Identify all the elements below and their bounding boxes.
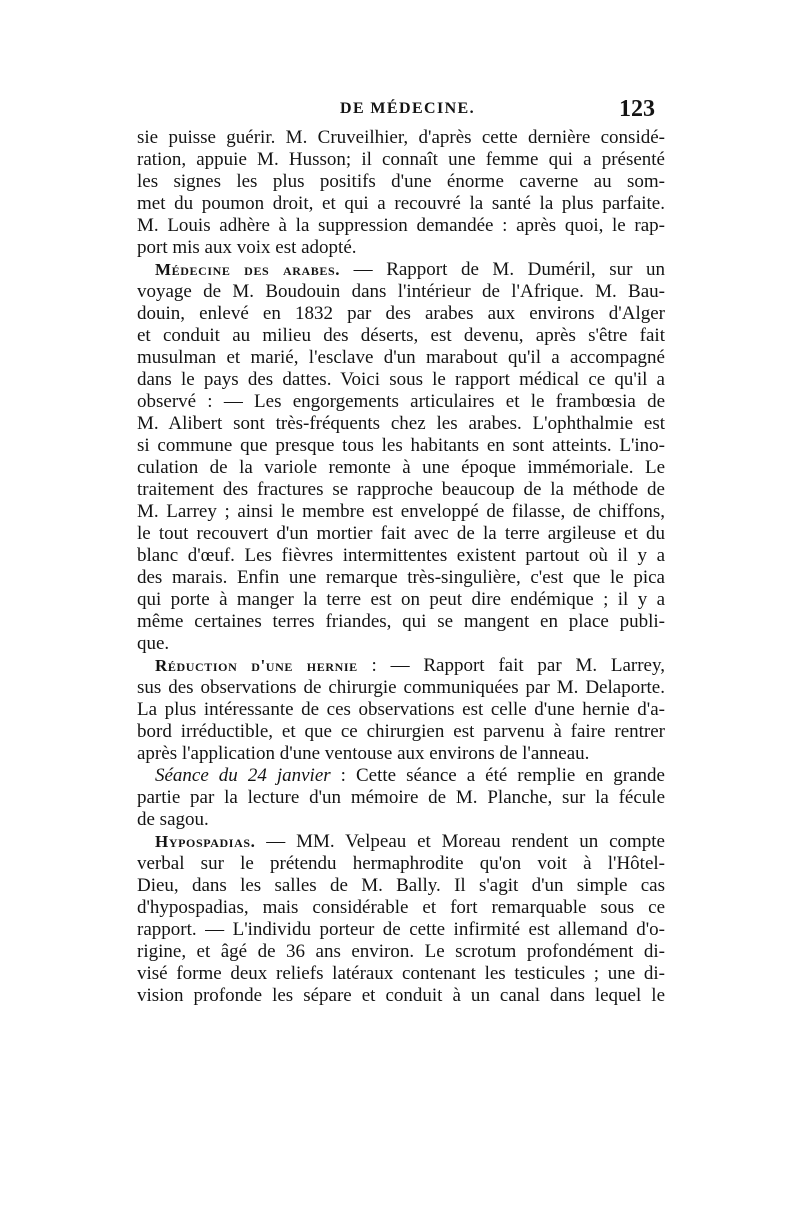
text-line: [137, 567, 665, 589]
text-line: [137, 215, 665, 237]
line-text: Dieu, dans les salles de M. Bally. Il s'agit d'un simple cas: [137, 875, 665, 896]
text-line: [137, 721, 665, 743]
text-line: [137, 413, 665, 435]
section-heading: Réduction d'une hernie: [155, 656, 358, 675]
text-line: [137, 985, 665, 1007]
line-text: M. Louis adhère à la suppression demandée : après quoi, le rap-: [137, 215, 665, 236]
text-line: [137, 919, 665, 941]
text-line: [137, 809, 665, 831]
session-date: Séance du 24 janvier: [155, 765, 331, 786]
line-text: voyage de M. Boudouin dans l'intérieur de l'Afrique. M. Bau-: [137, 281, 665, 302]
text-line: [137, 501, 665, 523]
line-text: M. Alibert sont très-fréquents chez les arabes. L'ophthalmie est: [137, 413, 665, 434]
text-line: [137, 237, 665, 259]
line-text: des marais. Enfin une remarque très-singulière, c'est que le pica: [137, 567, 665, 588]
text-line: [137, 743, 665, 765]
line-text: douin, enlevé en 1832 par des arabes aux environs d'Alger: [137, 303, 665, 324]
text-line: [137, 369, 665, 391]
section-heading: Hypospadias.: [155, 832, 256, 851]
text-line: [137, 479, 665, 501]
text-line: [137, 149, 665, 171]
line-text: sie puisse guérir. M. Cruveilhier, d'après cette dernière considé-: [137, 127, 665, 148]
line-text: — Rapport de M. Duméril, sur un: [340, 259, 665, 280]
text-line: [137, 677, 665, 699]
text-line: [137, 171, 665, 193]
line-text: bord irréductible, et que ce chirurgien est parvenu à faire rentrer: [137, 721, 665, 742]
text-line: [137, 853, 665, 875]
text-line: [137, 941, 665, 963]
line-text: observé : — Les engorgements articulaires et le frambœsia de: [137, 391, 665, 412]
line-text: M. Larrey ; ainsi le membre est enveloppé de filasse, de chiffons,: [137, 501, 665, 522]
line-text: d'hypospadias, mais considérable et fort remarquable sous ce: [137, 897, 665, 918]
text-line: [137, 281, 665, 303]
text-line: [137, 589, 665, 611]
running-title: DE MÉDECINE.: [340, 100, 476, 117]
text-line: [137, 391, 665, 413]
line-text: de sagou.: [137, 809, 209, 830]
line-text: le tout recouvert d'un mortier fait avec de la terre argileuse et du: [137, 523, 665, 544]
text-line: [137, 765, 665, 787]
section-heading: Médecine des arabes.: [155, 260, 341, 279]
text-line: [137, 523, 665, 545]
line-text: si commune que presque tous les habitants en sont atteints. L'ino-: [137, 435, 665, 456]
text-line: [137, 897, 665, 919]
line-text: port mis aux voix est adopté.: [137, 237, 357, 258]
line-text: ration, appuie M. Husson; il connaît une femme qui a présenté: [137, 149, 665, 170]
text-line: [137, 545, 665, 567]
text-line: [137, 787, 665, 809]
text-line: [137, 831, 665, 853]
line-text: même certaines terres friandes, qui se mangent en place publi-: [137, 611, 665, 632]
line-text: les signes les plus positifs d'une énorme caverne au som-: [137, 171, 665, 192]
line-text: visé forme deux reliefs latéraux contenant les testicules ; une di-: [137, 963, 665, 984]
text-line: [137, 963, 665, 985]
text-line: [137, 435, 665, 457]
line-text: culation de la variole remonte à une époque immémoriale. Le: [137, 457, 665, 478]
line-text: après l'application d'une ventouse aux environs de l'anneau.: [137, 743, 590, 764]
text-line: [137, 193, 665, 215]
page-number: 123: [619, 96, 655, 122]
line-text: vision profonde les sépare et conduit à un canal dans lequel le: [137, 985, 665, 1006]
text-line: [137, 127, 665, 149]
line-text: sus des observations de chirurgie communiquées par M. Delaporte.: [137, 677, 665, 698]
line-text: La plus intéressante de ces observations est celle d'une hernie d'a-: [137, 699, 665, 720]
line-text: rapport. — L'individu porteur de cette infirmité est allemand d'o-: [137, 919, 665, 940]
text-line: [137, 325, 665, 347]
line-text: met du poumon droit, et qui a recouvré la santé la plus parfaite.: [137, 193, 665, 214]
line-text: rigine, et âgé de 36 ans environ. Le scrotum profondément di-: [137, 941, 665, 962]
line-text: partie par la lecture d'un mémoire de M. Planche, sur la fécule: [137, 787, 665, 808]
line-text: : Cette séance a été remplie en grande: [330, 765, 665, 786]
text-line: [137, 611, 665, 633]
line-text: blanc d'œuf. Les fièvres intermittentes existent partout où il y a: [137, 545, 665, 566]
text-line: [137, 655, 665, 677]
line-text: et conduit au milieu des déserts, est devenu, après s'être fait: [137, 325, 665, 346]
body-text: [137, 127, 665, 1007]
line-text: : — Rapport fait par M. Larrey,: [357, 655, 665, 676]
text-line: [137, 875, 665, 897]
text-line: [137, 303, 665, 325]
line-text: qui porte à manger la terre est on peut dire endémique ; il y a: [137, 589, 665, 610]
text-line: [137, 699, 665, 721]
line-text: dans le pays des dattes. Voici sous le rapport médical ce qu'il a: [137, 369, 665, 390]
text-line: [137, 259, 665, 281]
line-text: traitement des fractures se rapproche beaucoup de la méthode de: [137, 479, 665, 500]
text-line: [137, 457, 665, 479]
running-header: [0, 98, 800, 128]
line-text: — MM. Velpeau et Moreau rendent un compte: [255, 831, 665, 852]
text-line: [137, 633, 665, 655]
line-text: verbal sur le prétendu hermaphrodite qu'on voit à l'Hôtel-: [137, 853, 665, 874]
line-text: que.: [137, 633, 170, 654]
line-text: musulman et marié, l'esclave d'un marabout qu'il a accompagné: [137, 347, 665, 368]
text-line: [137, 347, 665, 369]
